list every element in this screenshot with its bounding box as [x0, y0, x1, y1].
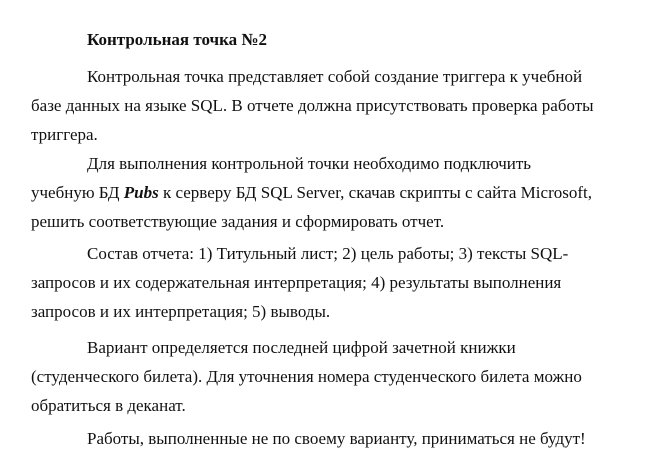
- paragraph-line: Вариант определяется последней цифрой зачетной книжки: [87, 338, 516, 357]
- paragraph-line: решить соответствующие задания и сформировать отчет.: [31, 212, 445, 231]
- paragraph-intro: [31, 62, 635, 149]
- paragraph-line: базе данных на языке SQL. В отчете должна присутствовать проверка работы: [31, 96, 594, 115]
- paragraph-report-contents: [31, 239, 635, 326]
- paragraph-line: Работы, выполненные не по своему варианту, приниматься не будут!: [87, 429, 586, 448]
- page-title: Контрольная точка №2: [87, 30, 267, 49]
- paragraph-line: Состав отчета: 1) Титульный лист; 2) цель работы; 3) тексты SQL-: [87, 244, 569, 263]
- database-name: Pubs: [123, 183, 159, 202]
- paragraph-variant: [31, 333, 635, 420]
- paragraph-setup: [31, 149, 635, 236]
- paragraph-line: (студенческого билета). Для уточнения номера студенческого билета можно: [31, 367, 582, 386]
- paragraph-line: Для выполнения контрольной точки необходимо подключить: [87, 154, 532, 173]
- paragraph-line: [31, 178, 635, 207]
- paragraph-text: к серверу БД SQL Server, скачав скрипты с сайта Microsoft,: [158, 183, 592, 202]
- paragraph-warning: [31, 424, 635, 453]
- paragraph-line: обратиться в деканат.: [31, 396, 186, 415]
- paragraph-line: триггера.: [31, 125, 98, 144]
- paragraph-text: учебную БД: [31, 183, 124, 202]
- paragraph-line: запросов и их интерпретация; 5) выводы.: [31, 302, 331, 321]
- paragraph-line: Контрольная точка представляет собой создание триггера к учебной: [87, 67, 583, 86]
- paragraph-line: запросов и их содержательная интерпретация; 4) результаты выполнения: [31, 273, 562, 292]
